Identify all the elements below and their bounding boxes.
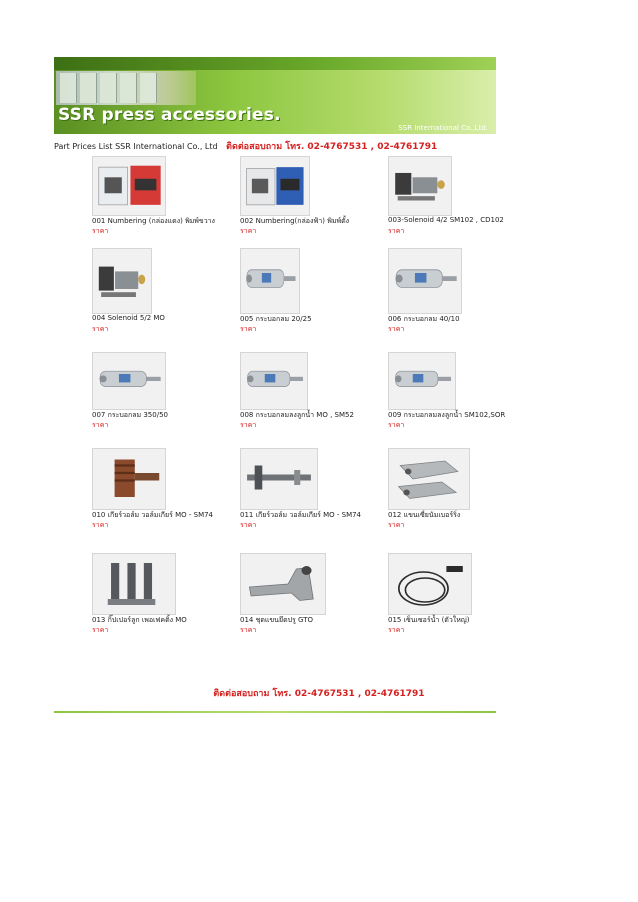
product-photo-005 xyxy=(240,248,300,314)
banner-photo xyxy=(56,71,196,105)
shaft-icon xyxy=(241,449,317,509)
water-sensor-icon xyxy=(389,554,471,614)
product-item-003 xyxy=(388,156,538,250)
product-item-006 xyxy=(388,248,538,348)
product-photo-008 xyxy=(240,352,308,410)
product-name-003: 003-Solenoid 4/2 SM102 , CD102 xyxy=(388,216,504,224)
numbering-blue-box-icon xyxy=(241,157,309,215)
product-price-007: ราคา xyxy=(92,421,109,429)
contact-phone: ติดต่อสอบถาม โทร. 02-4767531 , 02-4761791 xyxy=(226,142,438,152)
product-price-005: ราคา xyxy=(240,325,257,333)
product-photo-002 xyxy=(240,156,310,216)
product-photo-010 xyxy=(92,448,166,510)
air-cylinder-icon xyxy=(241,353,307,409)
product-item-013 xyxy=(92,553,242,649)
lever-arm-icon xyxy=(241,554,325,614)
product-photo-006 xyxy=(388,248,462,314)
air-cylinder-icon xyxy=(241,249,299,313)
worm-gear-icon xyxy=(93,449,165,509)
product-item-007 xyxy=(92,352,242,444)
product-name-005: 005 กระบอกลม 20/25 xyxy=(240,315,312,323)
product-name-009: 009 กระบอกลมลงลูกน้ำ SM102,SOR xyxy=(388,411,506,419)
product-photo-007 xyxy=(92,352,166,410)
banner-title: SSR press accessories. xyxy=(58,105,281,125)
air-cylinder-icon xyxy=(93,353,165,409)
product-photo-001 xyxy=(92,156,166,216)
product-photo-011 xyxy=(240,448,318,510)
product-item-014 xyxy=(240,553,390,649)
product-item-009 xyxy=(388,352,538,444)
product-name-002: 002 Numbering(กล่องฟ้า) พิมพ์ตั้ง xyxy=(240,217,350,225)
banner-company: SSR International Co.,Ltd. xyxy=(398,124,488,132)
arm-parts-icon xyxy=(389,449,469,509)
product-name-001: 001 Numbering (กล่องแดง) พิมพ์ขวาง xyxy=(92,217,215,225)
product-name-004: 004 Solenoid 5/2 MO xyxy=(92,314,165,322)
footer-contact-phone: ติดต่อสอบถาม โทร. 02-4767531 , 02-4761791 xyxy=(213,689,425,699)
solenoid-valve-icon xyxy=(93,249,151,313)
numbering-red-box-icon xyxy=(93,157,165,215)
air-cylinder-icon xyxy=(389,353,455,409)
product-price-002: ราคา xyxy=(240,227,257,235)
product-price-008: ราคา xyxy=(240,421,257,429)
product-price-001: ราคา xyxy=(92,227,109,235)
product-price-010: ราคา xyxy=(92,521,109,529)
product-name-015: 015 เซ็นเซอร์น้ำ (ตัวใหญ่) xyxy=(388,616,470,624)
product-price-014: ราคา xyxy=(240,626,257,634)
product-price-015: ราคา xyxy=(388,626,405,634)
product-photo-013 xyxy=(92,553,176,615)
product-item-015 xyxy=(388,553,538,649)
product-item-001 xyxy=(92,156,242,250)
solenoid-valve-icon xyxy=(389,157,451,215)
product-name-012: 012 แขนเซี่ยนัมเบอร์ริ่ง xyxy=(388,511,461,519)
product-photo-014 xyxy=(240,553,326,615)
banner xyxy=(54,57,496,134)
product-item-005 xyxy=(240,248,390,348)
product-price-004: ราคา xyxy=(92,325,109,333)
product-name-007: 007 กระบอกลม 350/50 xyxy=(92,411,168,419)
product-item-010 xyxy=(92,448,242,544)
product-name-010: 010 เกียร์วอล์ม วอล์มเกียร์ MO - SM74 xyxy=(92,511,214,519)
product-price-009: ราคา xyxy=(388,421,405,429)
product-item-004 xyxy=(92,248,242,348)
product-item-008 xyxy=(240,352,390,444)
product-price-013: ราคา xyxy=(92,626,109,634)
product-item-002 xyxy=(240,156,390,250)
product-name-008: 008 กระบอกลมลงลูกน้ำ MO , SM52 xyxy=(240,411,354,419)
product-name-011: 011 เกียร์วอล์ม วอล์มเกียร์ MO - SM74 xyxy=(240,511,362,519)
product-item-012 xyxy=(388,448,538,544)
air-cylinder-icon xyxy=(389,249,461,313)
footer-divider xyxy=(54,711,496,713)
product-name-013: 013 กิ๊ปเปอร์ลูก เพอเฟคติ้ง MO xyxy=(92,616,187,624)
product-item-011 xyxy=(240,448,390,544)
price-list-label: Part Prices List SSR International Co., Ltd xyxy=(54,142,218,151)
product-price-003: ราคา xyxy=(388,227,405,235)
product-price-006: ราคา xyxy=(388,325,405,333)
product-photo-012 xyxy=(388,448,470,510)
banner-top-bar xyxy=(54,57,496,70)
product-price-011: ราคา xyxy=(240,521,257,529)
product-photo-003 xyxy=(388,156,452,216)
product-price-012: ราคา xyxy=(388,521,405,529)
product-photo-004 xyxy=(92,248,152,314)
product-photo-015 xyxy=(388,553,472,615)
gripper-icon xyxy=(93,554,175,614)
product-name-014: 014 ชุดแขนยึดปรู GTO xyxy=(240,616,314,624)
product-photo-009 xyxy=(388,352,456,410)
product-name-006: 006 กระบอกลม 40/10 xyxy=(388,315,460,323)
price-list-header xyxy=(54,139,437,153)
